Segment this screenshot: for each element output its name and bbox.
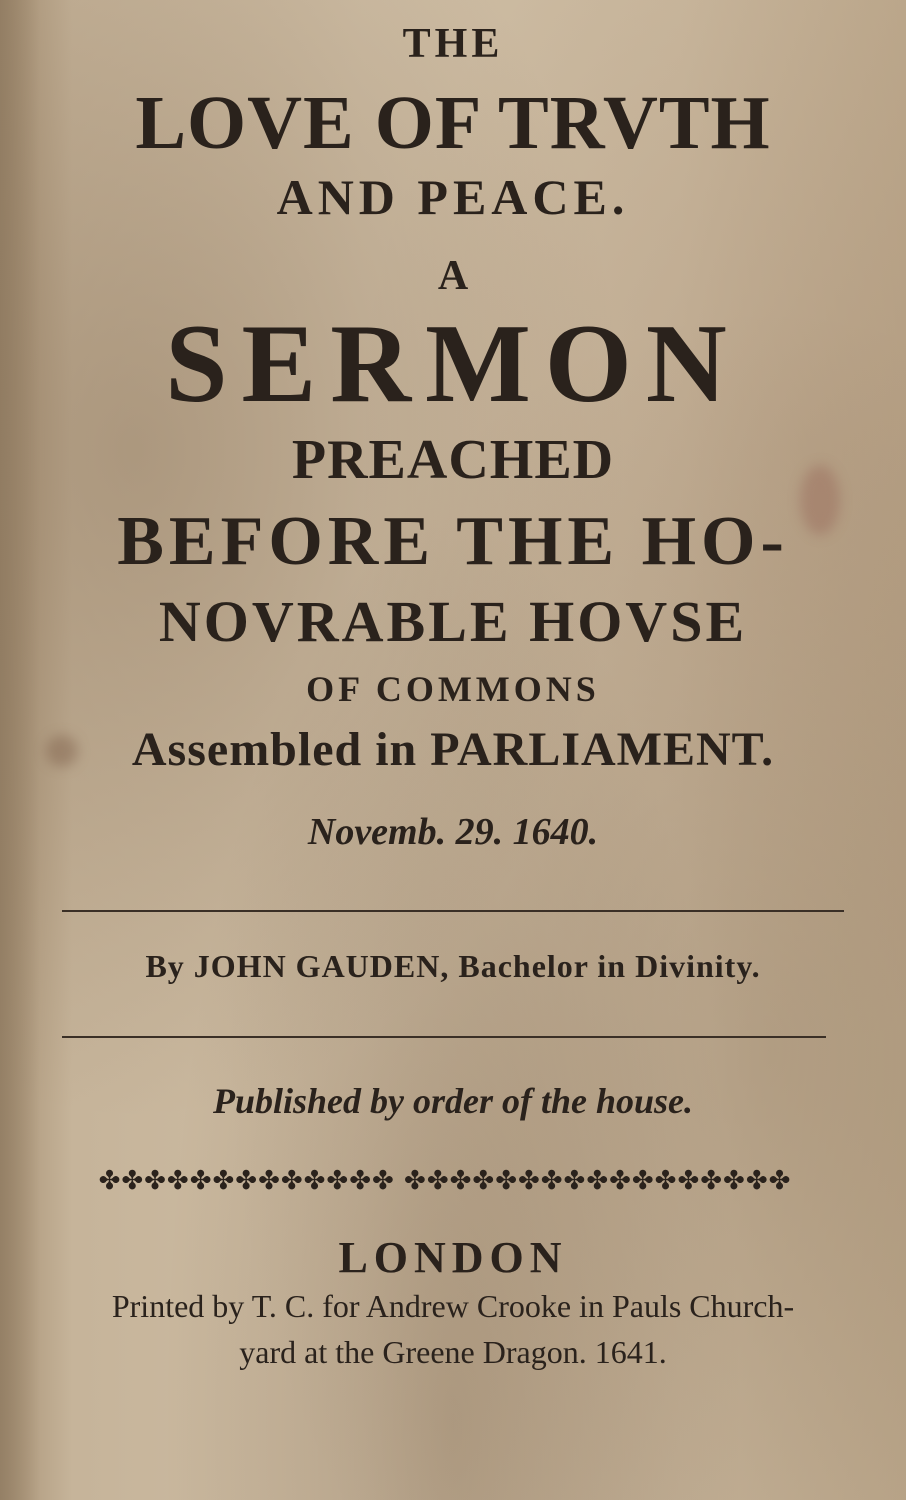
place-of-publication: LONDON [338,1233,568,1282]
imprint-line-1: Printed by T. C. for Andrew Crooke in Pauls Church- [111,1288,795,1324]
title-line-love-of-truth: LOVE OF TRVTH [135,81,771,165]
bottom-divider-rule [62,1036,826,1038]
printers-ornament-row: ✤✤✤✤✤✤✤✤✤✤✤✤✤ ✤✤✤✤✤✤✤✤✤✤✤✤✤✤✤✤✤ [98,1166,792,1196]
title-line-nourable-house: NOVRABLE HOVSE [158,589,748,654]
title-line-before-the-ho: BEFORE THE HO- [117,503,789,580]
title-line-the: THE [402,21,504,67]
published-by-order-line: Published by order of the house. [212,1081,694,1121]
title-line-and-peace: AND PEACE. [276,169,630,225]
title-line-assembled-in-parliament: Assembled in PARLIAMENT. [131,723,775,776]
sermon-date: Novemb. 29. 1640. [307,811,599,853]
author-line: By JOHN GAUDEN, Bachelor in Divinity. [145,948,761,984]
title-line-of-commons: OF COMMONS [306,669,600,709]
title-line-sermon: SERMON [165,302,741,426]
title-line-preached: PREACHED [291,429,615,491]
top-divider-rule [62,910,844,912]
imprint-line-2: yard at the Greene Dragon. 1641. [239,1334,667,1370]
title-line-a: A [437,253,469,299]
